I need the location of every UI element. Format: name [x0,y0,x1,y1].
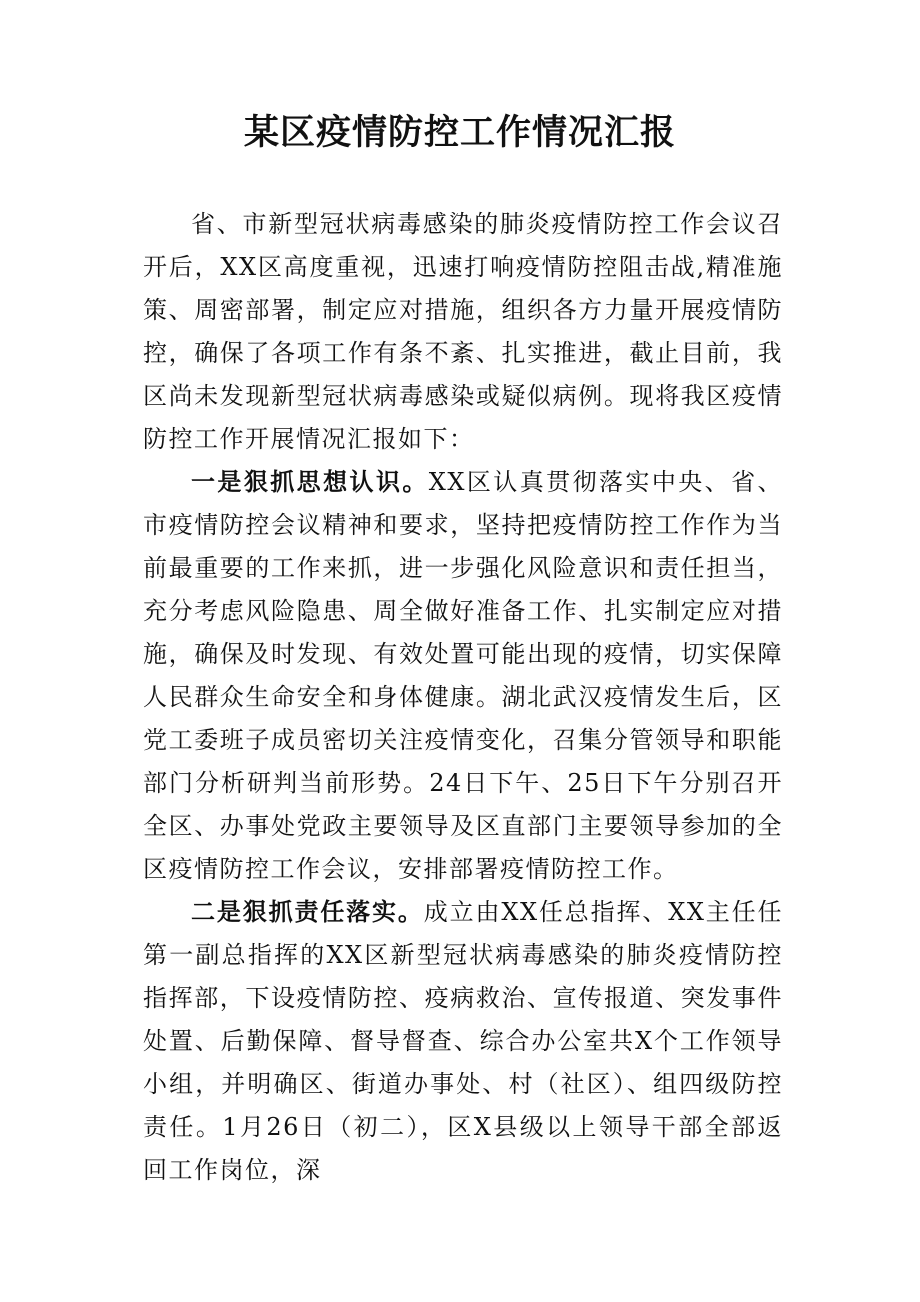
document-body [143,203,783,1192]
paragraph-responsibility [143,891,783,1192]
paragraph-ideology-text: XX区认真贯彻落实中央、省、市疫情防控会议精神和要求，坚持把疫情防控工作作为当前最重要的工作来抓，进一步强化风险意识和责任担当，充分考虑风险隐患、周全做好准备工作、扎实制定应对措施，确保及时发现、有效处置可能出现的疫情，切实保障人民群众生命安全和身体健康。湖北武汉疫情发生后，区党工委班子成员密切关注疫情变化，召集分管领导和职能部门分析研判当前形势。24日下午、25日下午分别召开全区、办事处党政主要领导及区直部门主要领导参加的全区疫情防控工作会议，安排部署疫情防控工作。 [143,468,784,883]
paragraph-responsibility-lead: 二是狠抓责任落实。 [191,898,424,926]
paragraph-ideology-lead: 一是狠抓思想认识。 [191,468,429,496]
paragraph-ideology [143,461,783,891]
paragraph-intro [143,203,783,461]
paragraph-intro-text: 省、市新型冠状病毒感染的肺炎疫情防控工作会议召开后，XX区高度重视，迅速打响疫情防控阻击战,精准施策、周密部署，制定应对措施，组织各方力量开展疫情防控，确保了各项工作有条不紊、扎实推进，截止目前，我区尚未发现新型冠状病毒感染或疑似病例。现将我区疫情防控工作开展情况汇报如下： [143,210,783,453]
paragraph-responsibility-text: 成立由XX任总指挥、XX主任任第一副总指挥的XX区新型冠状病毒感染的肺炎疫情防控指挥部，下设疫情防控、疫病救治、宣传报道、突发事件处置、后勤保障、督导督查、综合办公室共X个工作领导小组，并明确区、街道办事处、村（社区）、组四级防控责任。1月26日（初二），区X县级以上领导干部全部返回工作岗位，深 [143,898,783,1184]
document-title: 某区疫情防控工作情况汇报 [243,112,676,153]
